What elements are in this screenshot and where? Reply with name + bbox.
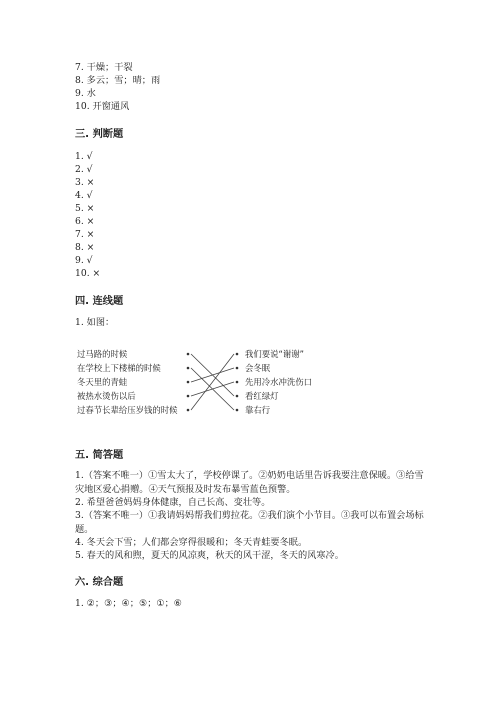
judgement-item: 9. √: [75, 255, 93, 266]
right-item: 先用冷水冲洗伤口: [245, 377, 312, 387]
left-dot: [187, 353, 190, 356]
right-item: 会冬眠: [245, 363, 271, 373]
left-dot: [187, 381, 190, 384]
answer-line: 10. 开窗通风: [75, 101, 130, 112]
judgement-item: 8. ×: [75, 242, 95, 253]
connection-line: [191, 354, 234, 410]
right-dot: [236, 353, 239, 356]
connection-line: [191, 368, 234, 382]
connection-lines: [191, 354, 234, 410]
comprehensive-answer: 1. ②；③；④；⑤；①；⑥: [75, 598, 183, 609]
left-item: 过春节长辈给压岁钱的时候: [77, 405, 178, 415]
left-dot: [187, 395, 190, 398]
judgement-item: 3. ×: [75, 177, 95, 188]
short-answer-item: 4. 冬天会下雪；人们都会穿得很暖和；冬天青蛙要冬眠。: [75, 537, 308, 548]
section-title-matching: 四. 连线题: [75, 296, 124, 307]
answer-line: 7. 干燥；干裂: [75, 62, 133, 73]
section-title-comprehensive: 六. 综合题: [75, 577, 124, 588]
right-dot: [236, 367, 239, 370]
short-answer-item: 1.（答案不唯一）①雪太大了，学校停课了。②奶奶电话里告诉我要注意保暖。③给雪灾地区爱心捐赠。④天气预报及时发布暴雪蓝色预警。: [75, 470, 424, 495]
short-answer-item: 3.（答案不唯一）①我请妈妈帮我们剪拉花。②我们演个小节目。③我可以布置会场标题。: [75, 510, 424, 535]
answer-line: 9. 水: [75, 88, 96, 99]
right-dot: [236, 395, 239, 398]
left-item: 冬天里的青蛙: [77, 377, 128, 387]
judgement-item: 1. √: [75, 151, 93, 162]
left-dot: [187, 367, 190, 370]
judgement-item: 7. ×: [75, 229, 95, 240]
section-title-short-answer: 五. 简答题: [75, 450, 124, 461]
right-item: 靠右行: [245, 405, 271, 415]
right-dot: [236, 381, 239, 384]
short-answer-item: 2. 希望爸爸妈妈身体健康，自己长高、变壮等。: [75, 497, 271, 508]
left-item: 过马路的时候: [77, 349, 128, 359]
connection-line: [191, 382, 234, 396]
left-item: 被热水烫伤以后: [77, 391, 136, 401]
right-item: 我们要说“谢谢”: [245, 349, 304, 359]
short-answer-item: 5. 春天的风和煦，夏天的风凉爽，秋天的风干涩，冬天的风寒冷。: [75, 550, 344, 561]
judgement-item: 10. ×: [75, 268, 101, 279]
matching-diagram: [75, 345, 335, 420]
matching-intro: 1. 如图：: [75, 317, 115, 328]
right-item: 看红绿灯: [245, 391, 279, 401]
answer-line: 8. 多云；雪；晴；雨: [75, 75, 161, 86]
judgement-item: 4. √: [75, 190, 93, 201]
section-title-judgement: 三. 判断题: [75, 129, 124, 140]
left-dot: [187, 409, 190, 412]
right-dot: [236, 409, 239, 412]
judgement-item: 5. ×: [75, 203, 95, 214]
judgement-item: 2. √: [75, 164, 93, 175]
judgement-item: 6. ×: [75, 216, 95, 227]
left-item: 在学校上下楼梯的时候: [77, 363, 161, 373]
